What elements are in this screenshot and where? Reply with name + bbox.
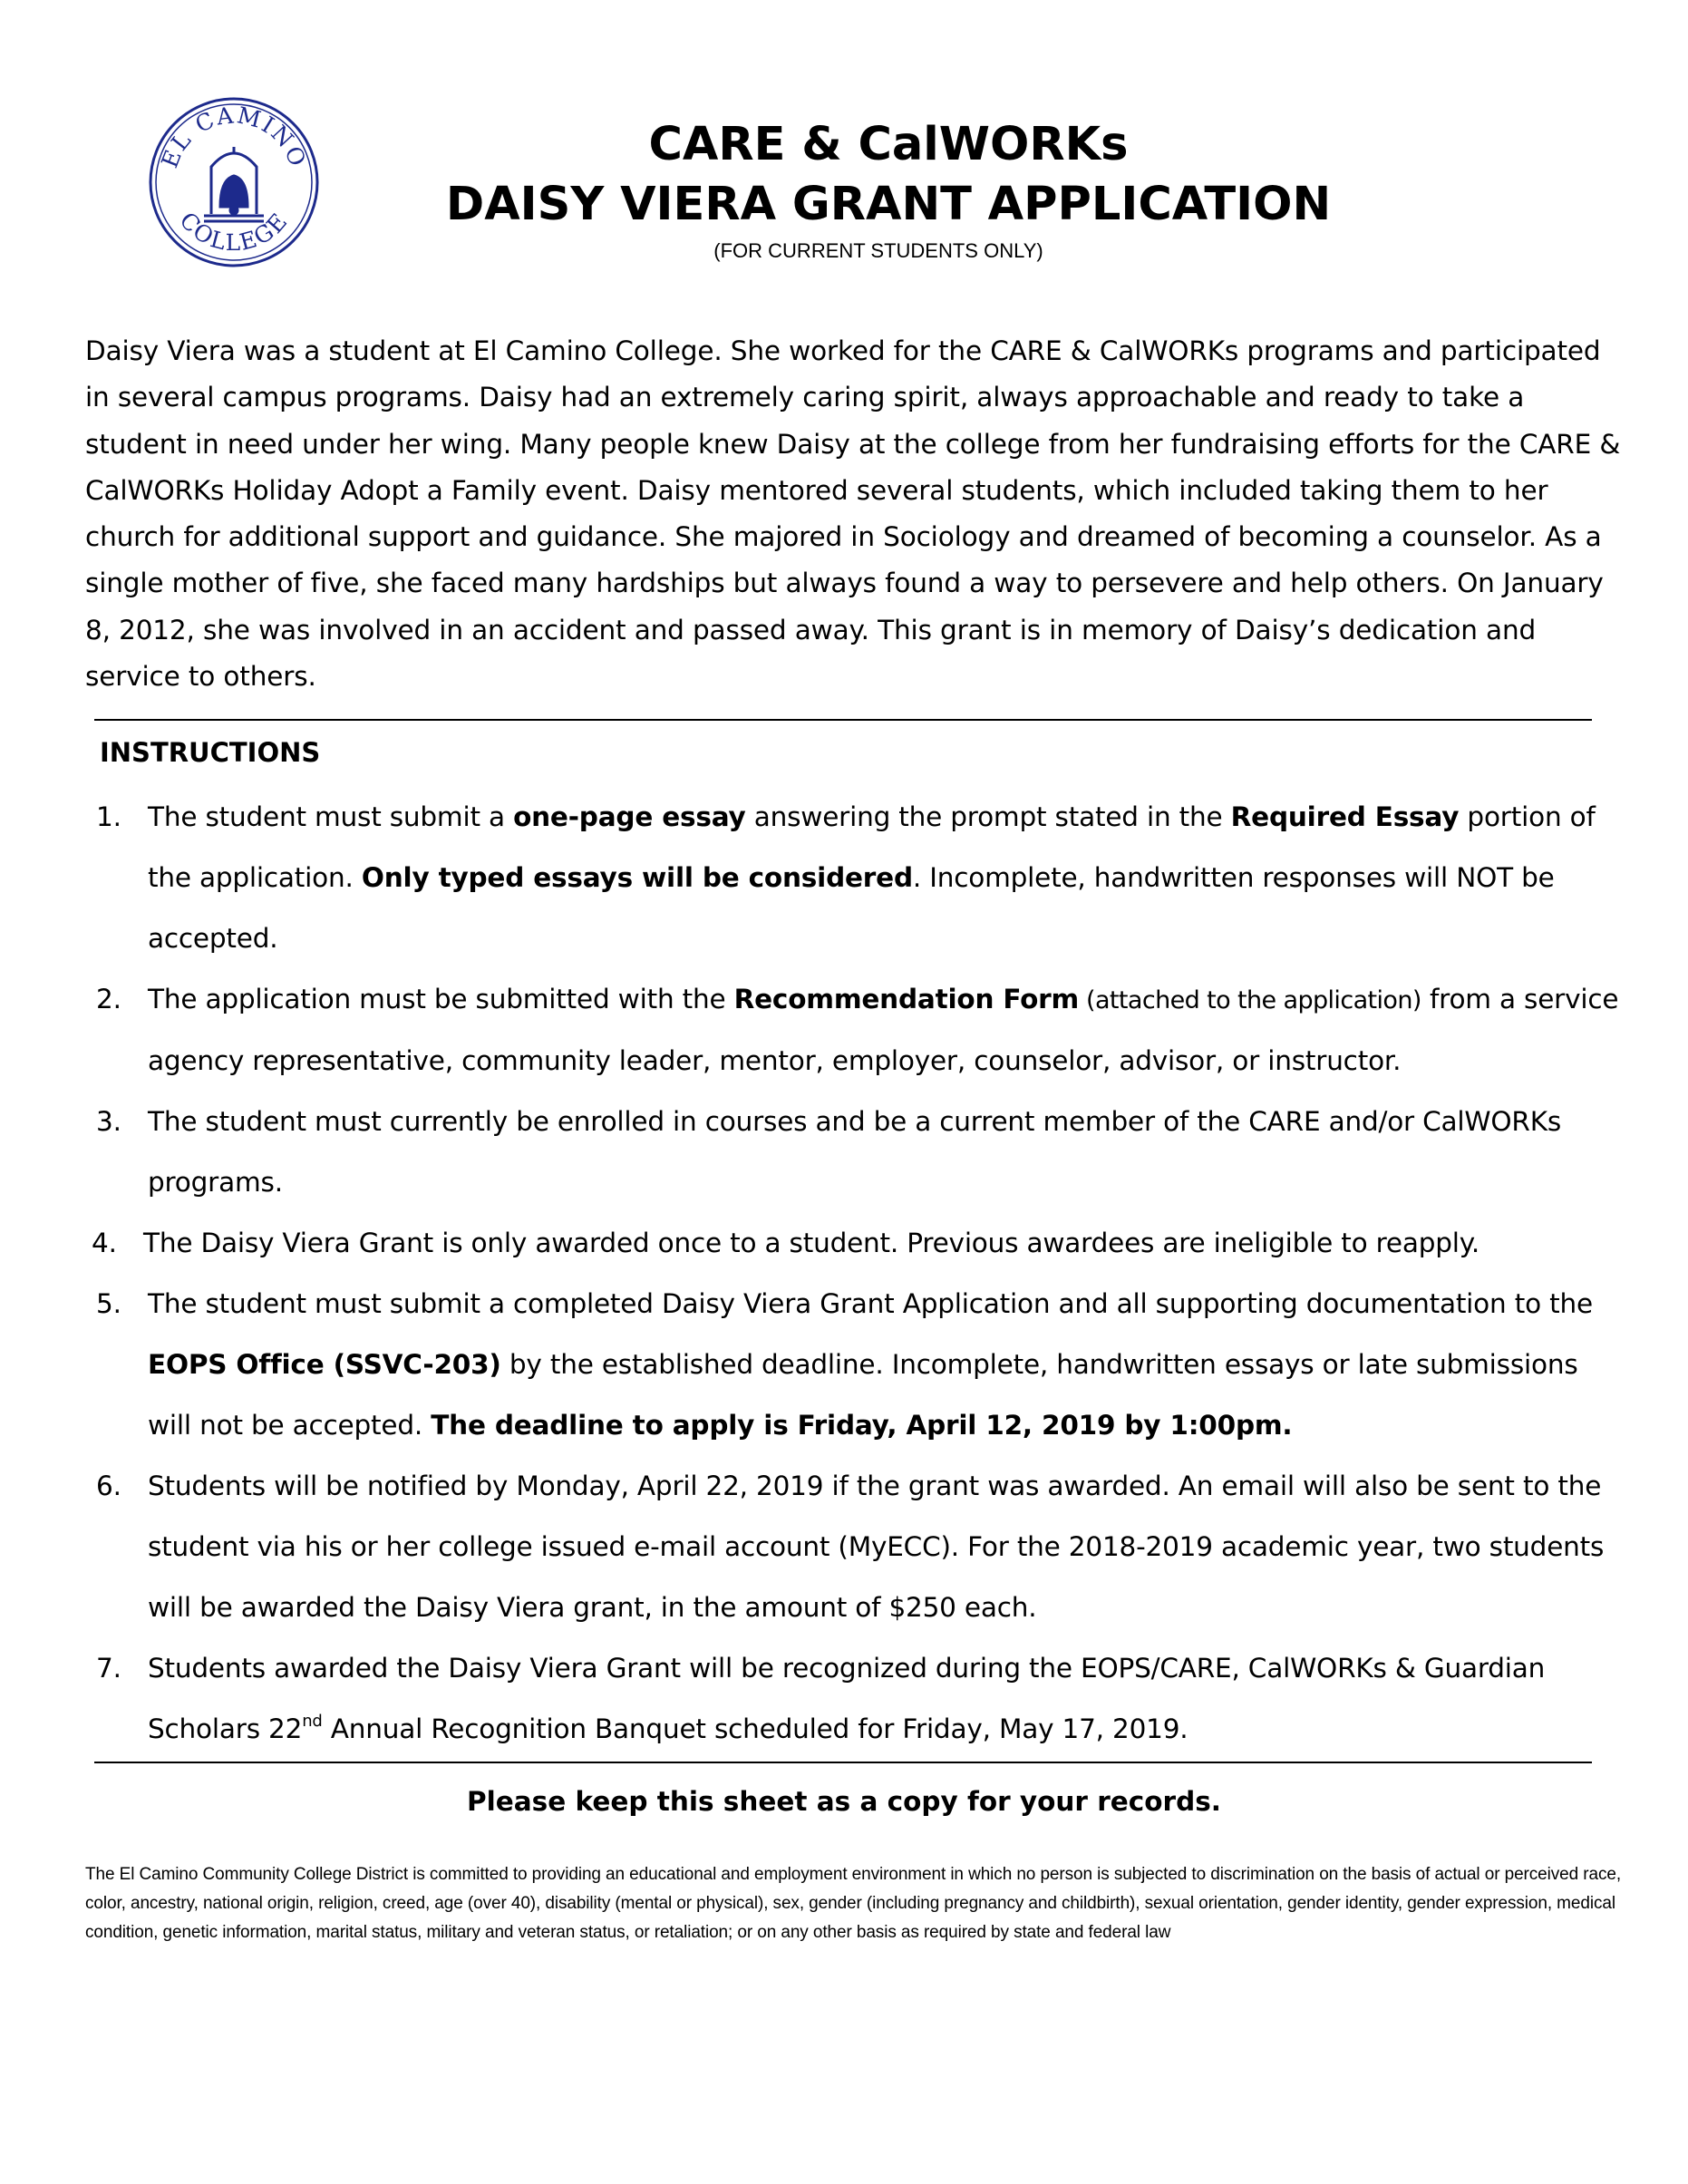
instructions-heading: INSTRUCTIONS — [100, 737, 321, 768]
instruction-text: . Incomplete, handwritten responses will NOT be accepted. — [148, 862, 1555, 954]
instruction-emphasis: Recommendation Form — [733, 984, 1080, 1014]
instruction-emphasis: The deadline to apply is Friday, April 12, 2019 by 1:00pm. — [431, 1410, 1293, 1441]
instruction-item — [85, 1092, 1626, 1213]
instruction-text: portion of the application. — [148, 801, 1596, 893]
instruction-item — [85, 1456, 1626, 1638]
instruction-number: 6. — [96, 1471, 121, 1501]
instruction-text: Students will be notified by Monday, April 22, 2019 if the grant was awarded. An email will also be sent to the student via his or her college issued e-mail account (MyECC). For the 2018-2019 academic year, two students will be awarded the Daisy Viera grant, in the amount of $250 each. — [148, 1471, 1605, 1623]
instruction-text: The Daisy Viera Grant is only awarded once to a student. Previous awardees are ineligible to reapply. — [143, 1228, 1480, 1258]
instruction-item — [85, 969, 1626, 1092]
title-line-1: CARE & CalWORKs — [648, 118, 1129, 171]
document-header — [390, 116, 1387, 265]
instruction-text: nd — [302, 1712, 323, 1732]
instruction-item — [85, 1638, 1626, 1760]
instruction-text: The student must submit a completed Daisy Viera Grant Application and all supporting documentation to the — [148, 1288, 1593, 1319]
instructions-list — [85, 787, 1626, 1760]
instruction-text: answering the prompt stated in the — [745, 801, 1231, 832]
instruction-item — [85, 1213, 1626, 1274]
instruction-number: 4. — [92, 1228, 117, 1258]
svg-text:EL CAMINO — [156, 102, 311, 171]
divider-bottom — [94, 1762, 1592, 1763]
instruction-number: 3. — [96, 1106, 121, 1137]
instruction-text: Annual Recognition Banquet scheduled for Friday, May 17, 2019. — [322, 1713, 1188, 1744]
logo-bottom-text: COLLEGE — [174, 207, 294, 257]
logo-top-text: EL CAMINO — [156, 102, 312, 172]
bell-tower-icon — [204, 147, 264, 221]
instruction-number: 7. — [96, 1653, 121, 1684]
nondiscrimination-statement: The El Camino Community College District is committed to providing an educational and employment environment in which no person is subjected to discrimination on the basis of actual or perceived race, color, ancestry, national origin, religion, creed, age (over 40), disability (mental or physical), sex, gender (including pregnancy and childbirth), sexual orientation, gender identity, gender expression, medical condition, genetic information, marital status, military and veteran status, or retaliation; or on any other basis as required by state and federal law — [85, 1865, 1622, 1942]
instruction-emphasis: one-page essay — [513, 801, 746, 832]
keep-copy-notice: Please keep this sheet as a copy for your records. — [467, 1786, 1221, 1817]
college-logo — [148, 96, 320, 268]
instruction-text: (attached to the application) — [1079, 986, 1421, 1014]
instruction-number: 1. — [96, 801, 121, 832]
instruction-number: 5. — [96, 1288, 121, 1319]
instruction-item — [85, 1274, 1626, 1456]
instruction-text: by the established deadline. Incomplete, handwritten essays or late submissions will not be accepted. — [148, 1349, 1578, 1441]
instruction-item — [85, 787, 1626, 969]
instruction-text: Students awarded the Daisy Viera Grant will be recognized during the EOPS/CARE, CalWORKs & Guardian Scholars 22 — [148, 1653, 1546, 1744]
divider-top — [94, 719, 1592, 721]
instruction-text: from a service agency representative, community leader, mentor, employer, counselor, advisor, or instructor. — [148, 984, 1619, 1076]
instruction-emphasis: EOPS Office (SSVC-203) — [148, 1349, 501, 1380]
el-camino-college-seal-icon — [148, 96, 320, 268]
instruction-text: The student must currently be enrolled in courses and be a current member of the CARE and/or CalWORKs programs. — [148, 1106, 1562, 1198]
intro-paragraph: Daisy Viera was a student at El Camino College. She worked for the CARE & CalWORKs programs and participated in several campus programs. Daisy had an extremely caring spirit, always approachable and ready to take a student in need under her wing. Many people knew Daisy at the college from her fundraising efforts for the CARE & CalWORKs Holiday Adopt a Family event. Daisy mentored several students, which included taking them to her church for additional support and guidance. She majored in Sociology and dreamed of becoming a counselor. As a single mother of five, she faced many hardships but always found a way to persevere and help others. On January 8, 2012, she was involved in an accident and passed away. This grant is in memory of Daisy’s dedication and service to others. — [85, 335, 1621, 693]
title-line-2: DAISY VIERA GRANT APPLICATION — [445, 178, 1332, 231]
instruction-number: 2. — [96, 984, 121, 1014]
instruction-text: The application must be submitted with the — [148, 984, 734, 1014]
instruction-text: The student must submit a — [148, 801, 514, 832]
instruction-emphasis: Only typed essays will be considered — [361, 862, 913, 893]
instruction-emphasis: Required Essay — [1230, 801, 1460, 832]
subtitle: (FOR CURRENT STUDENTS ONLY) — [713, 239, 1043, 262]
